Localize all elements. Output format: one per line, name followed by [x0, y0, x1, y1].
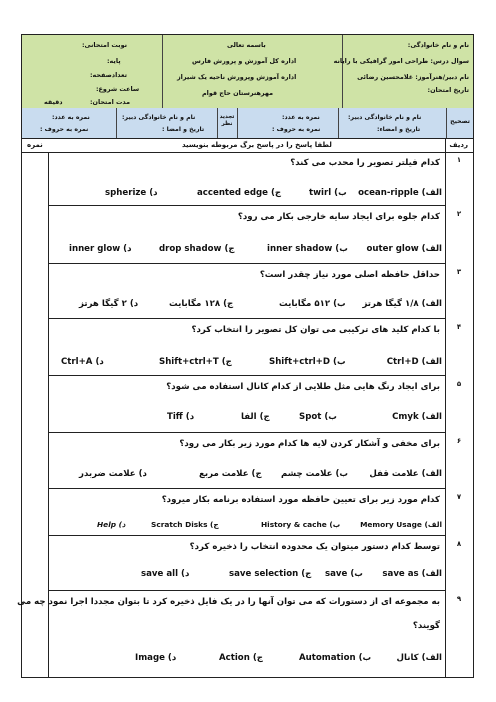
- option-d: د) save all: [141, 569, 190, 579]
- option-b: ب) History & cache: [261, 520, 341, 529]
- option-b: ب) save: [325, 569, 363, 579]
- renewed-label: تجدید نظر: [219, 114, 235, 127]
- student-name-label: نام و نام خانوادگی:: [407, 41, 469, 49]
- course-label: سوال درس: طراحی امور گرافیکی با رایانه: [333, 57, 469, 65]
- duration-unit: دقیقه: [44, 98, 63, 106]
- question-number: ۱: [456, 156, 462, 164]
- option-c: ج) save selection: [229, 569, 312, 579]
- score-header: نمره: [27, 141, 43, 149]
- option-a: الف) ۱/۸ گیگا هرتز: [362, 299, 442, 309]
- option-d: د) inner glow: [69, 244, 132, 254]
- option-d: د) Help: [97, 520, 126, 529]
- teacher-label: نام دبیر/هنرآموز: غلامحسین رضائی: [357, 73, 469, 81]
- grading-divider: [237, 108, 238, 138]
- option-c: ج) accented edge: [197, 188, 282, 198]
- question-3: [49, 264, 462, 319]
- option-c: ج) ۱۲۸ مگابایت: [169, 299, 234, 309]
- score-digits-label-2: نمره به عدد:: [52, 114, 90, 121]
- question-text: کدام مورد زیر برای تعیین حافظه مورد استفاده برنامه بکار میرود؟: [161, 495, 440, 505]
- score-letters-label: نمره به حروف :: [272, 126, 321, 133]
- question-number: ۷: [456, 493, 462, 501]
- option-a: الف) save as: [382, 569, 442, 579]
- question-text: توسط کدام دستور میتوان یک محدوده انتخاب را ذخیره کرد؟: [189, 542, 440, 552]
- option-c: ج) علامت مربع: [199, 469, 262, 479]
- option-c: ج) الفا: [241, 412, 270, 422]
- option-d: د) ۲ گیگا هرتز: [79, 299, 139, 309]
- option-a: الف) outer glow: [366, 244, 442, 254]
- question-text: کدام فیلتر تصویر را محدب می کند؟: [290, 158, 440, 168]
- question-text-continued: گویند؟: [412, 621, 440, 631]
- grading-divider: [446, 108, 447, 138]
- option-d: د) Tiff: [167, 412, 195, 422]
- date-sign-label-2: تاریخ و امضا :: [162, 126, 205, 133]
- grading-divider: [116, 108, 117, 138]
- question-1: [49, 152, 462, 206]
- table-header: [22, 138, 473, 153]
- question-8: [49, 536, 462, 591]
- pages-label: تعدادصفحه:: [90, 71, 127, 79]
- grade-label: پایه:: [107, 57, 121, 65]
- question-number: ۳: [456, 268, 462, 276]
- option-b: ب) Automation: [299, 653, 372, 663]
- question-4: [49, 319, 462, 376]
- question-number: ۴: [456, 323, 462, 331]
- bismillah: باسمه تعالی: [227, 41, 266, 49]
- option-c: ج) Scratch Disks: [151, 520, 219, 529]
- row-header: ردیف: [449, 141, 468, 149]
- department-1: اداره کل آموزش و پرورش فارس: [192, 57, 297, 65]
- grading-row: [22, 108, 473, 139]
- option-c: ج) Action: [219, 653, 263, 663]
- option-a: الف) Memory Usage: [360, 520, 442, 529]
- option-c: ج) Shift+ctrl+T: [159, 357, 232, 367]
- option-d: د) Ctrl+A: [61, 357, 104, 367]
- exam-date-label: تاریخ امتحان:: [427, 86, 469, 94]
- option-a: الف) کانال: [396, 653, 442, 663]
- exam-sheet: [17, 34, 474, 678]
- question-7: [49, 489, 462, 536]
- question-number: ۹: [456, 595, 462, 603]
- teacher-name-sign-label-2: نام و نام خانوادگی دبیر:: [122, 114, 196, 121]
- option-d: د) spherize: [105, 188, 158, 198]
- question-text: برای مخفی و آشکار کردن لایه ها کدام مورد زیر بکار می رود؟: [179, 439, 440, 449]
- question-number: ۶: [456, 437, 462, 445]
- question-number: ۸: [456, 540, 462, 548]
- header-divider: [162, 35, 163, 108]
- question-text: کدام جلوه برای ایجاد سایه خارجی بکار می رود؟: [237, 212, 440, 222]
- question-text: با کدام کلید های ترکیبی می توان کل تصویر را انتخاب کرد؟: [191, 325, 440, 335]
- question-number: ۵: [456, 380, 462, 388]
- option-a: الف) Cmyk: [392, 412, 442, 422]
- grading-divider: [338, 108, 339, 138]
- instruction-header: لطفا پاسخ را در پاسخ برگ مربوطه بنویسید: [182, 141, 332, 149]
- option-b: ب) inner shadow: [267, 244, 348, 254]
- header-divider: [342, 35, 343, 108]
- question-6: [49, 433, 462, 489]
- school-name: مهرهنرستان حاج قوام: [202, 89, 274, 97]
- teacher-name-sign-label: نام و نام خانوادگی دبیر:: [348, 114, 422, 121]
- option-d: د) علامت ضربدر: [79, 469, 147, 479]
- option-b: ب) Shift+ctrl+D: [269, 357, 346, 367]
- date-sign-label: تاریخ و امضاء:: [377, 126, 421, 133]
- revise-label: تصحیح: [450, 118, 470, 125]
- option-a: الف) ocean-ripple: [358, 188, 442, 198]
- question-9: [17, 591, 462, 677]
- score-letters-label-2: نمره به حروف :: [40, 126, 89, 133]
- question-5: [49, 376, 462, 433]
- option-b: ب) Spot: [299, 412, 337, 422]
- exam-turn-label: نوبت امتحانی:: [82, 41, 127, 49]
- option-d: د) Image: [135, 653, 177, 663]
- question-text: حداقل حافظه اصلی مورد نیاز چقدر است؟: [259, 270, 440, 280]
- question-2: [49, 206, 462, 264]
- question-text: به مجموعه ای از دستورات که می توان آنها را در یک فایل ذخیره کرد تا بتوان مجددا اجرا نمود چه می: [17, 597, 440, 607]
- department-2: اداره آموزش وپرورش ناحیه یک شیراز: [177, 73, 297, 81]
- option-a: الف) Ctrl+D: [386, 357, 442, 367]
- option-c: ج) drop shadow: [159, 244, 235, 254]
- score-digits-label: نمره به عدد:: [282, 114, 320, 121]
- exam-header: [22, 35, 473, 109]
- start-time-label: ساعت شروع:: [96, 85, 140, 93]
- option-b: ب) علامت چشم: [281, 469, 349, 479]
- option-a: الف) علامت قفل: [369, 469, 442, 479]
- duration-label: مدت امتحان:: [90, 98, 131, 106]
- grading-divider: [217, 108, 218, 138]
- question-number: ۲: [456, 210, 462, 218]
- option-b: ب) ۵۱۲ مگابایت: [279, 299, 346, 309]
- question-text: برای ایجاد رنگ هایی مثل طلایی از کدام کانال استفاده می شود؟: [166, 382, 440, 392]
- option-b: ب) twirl: [309, 188, 347, 198]
